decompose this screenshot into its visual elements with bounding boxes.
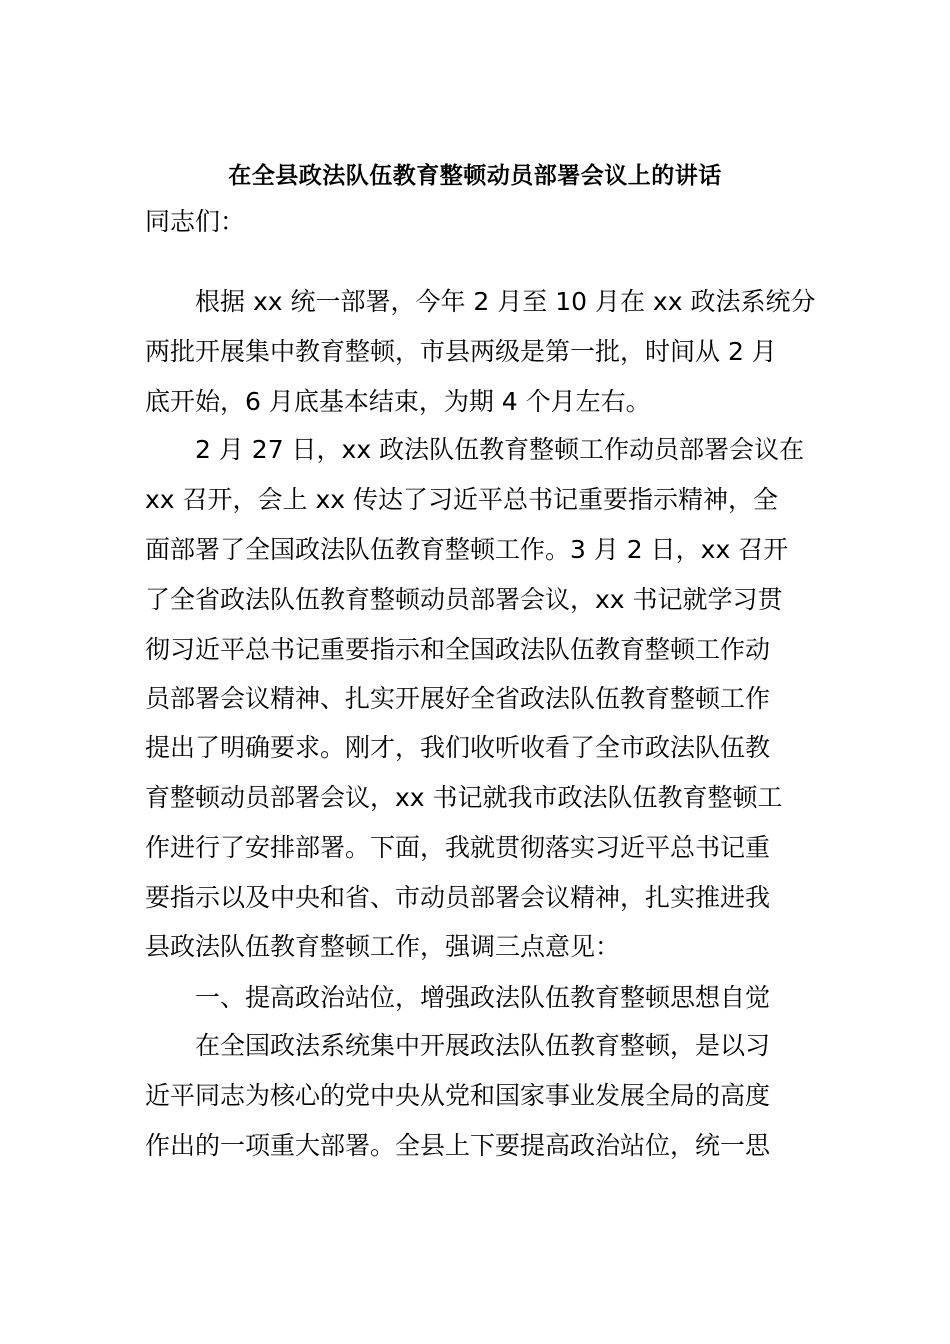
body-line: 底开始，6 月底基本结束，为期 4 个月左右。: [145, 387, 651, 416]
body-line: 作出的一项重大部署。全县上下要提高政治站位，统一思: [145, 1131, 771, 1160]
body-line: 根据 xx 统一部署，今年 2 月至 10 月在 xx 政法系统分: [195, 287, 816, 316]
body-line: 两批开展集中教育整顿，市县两级是第一批，时间从 2 月: [145, 337, 777, 366]
body-line: 县政法队伍教育整顿工作，强调三点意见：: [145, 932, 621, 961]
body-line: 2 月 27 日，xx 政法队伍教育整顿工作动员部署会议在: [195, 435, 805, 464]
body-line: 彻习近平总书记重要指示和全国政法队伍教育整顿工作动: [145, 635, 771, 664]
body-line: 近平同志为核心的党中央从党和国家事业发展全局的高度: [145, 1081, 771, 1110]
salutation-line: 同志们：: [145, 207, 246, 236]
document-title: 在全县政法队伍教育整顿动员部署会议上的讲话: [228, 163, 722, 189]
section-heading: 一、提高政治站位，增强政法队伍教育整顿思想自觉: [195, 983, 771, 1012]
body-line: 员部署会议精神、扎实开展好全省政法队伍教育整顿工作: [145, 684, 771, 713]
body-line: 作进行了安排部署。下面，我就贯彻落实习近平总书记重: [145, 833, 771, 862]
body-line: 要指示以及中央和省、市动员部署会议精神，扎实推进我: [145, 883, 771, 912]
body-line: 提出了明确要求。刚才，我们收听收看了全市政法队伍教: [145, 733, 771, 762]
body-line: 了全省政法队伍教育整顿动员部署会议，xx 书记就学习贯: [145, 585, 783, 614]
body-line: 面部署了全国政法队伍教育整顿工作。3 月 2 日，xx 召开: [145, 535, 789, 564]
body-line: 育整顿动员部署会议，xx 书记就我市政法队伍教育整顿工: [145, 783, 783, 812]
body-line: xx 召开，会上 xx 传达了习近平总书记重要指示精神，全: [145, 485, 779, 514]
body-line: 在全国政法系统集中开展政法队伍教育整顿，是以习: [195, 1031, 771, 1060]
